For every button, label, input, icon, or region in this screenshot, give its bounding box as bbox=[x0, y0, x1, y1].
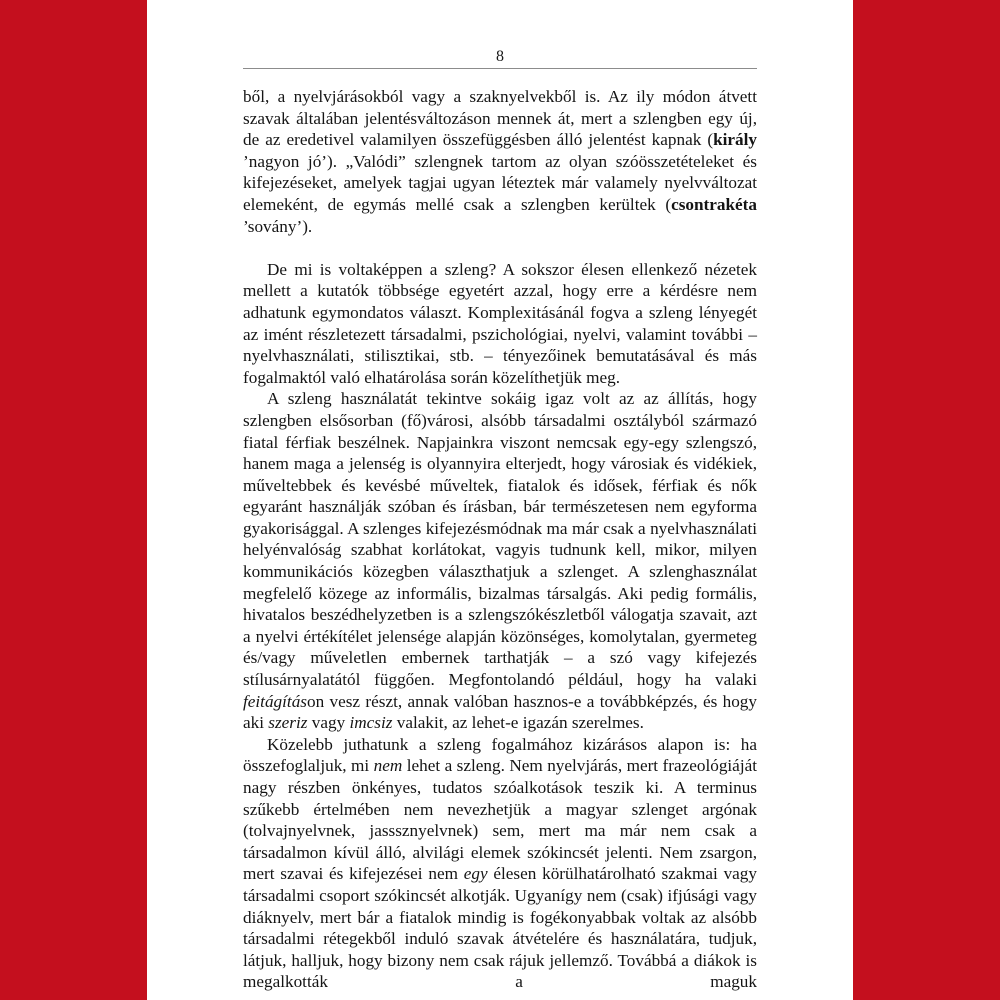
paragraph bbox=[243, 259, 757, 389]
italic-term: egy bbox=[463, 864, 488, 884]
paragraph bbox=[243, 86, 757, 237]
text-run: élesen körülhatárolható szakmai vagy társadalmi csoport szókincsét alkotják. Ugyanígy nem (csak) ifjúsági vagy diáknyelv, mert bár a fiatalok mindig is fogékonyabbak voltak az alsóbb társadalmi rétegekből induló szavak átvételére és használatára, tudjuk, látjuk, halljuk, hogy bizony nem csak rájuk jellemző. Továbbá a diákok is megalkották a maguk bbox=[243, 864, 757, 992]
text-run: vagy bbox=[307, 713, 350, 733]
header-rule bbox=[243, 68, 757, 69]
paragraph bbox=[243, 734, 757, 993]
text-run: on vesz részt, annak valóban hasznos-e a továbbképzés, és hogy aki bbox=[243, 691, 757, 733]
page-number: 8 bbox=[496, 48, 504, 65]
text-run: lehet a szleng. Nem nyelvjárás, mert frazeológiáját nagy részben önkényes, tudatos szóalkotások teszik ki. A terminus szűkebb értelmében nem nevezhetjük a magyar szlenget argónak (tolvajnyelvnek, jasssznyelvnek) sem, mert ma már nem csak a társadalmon kívül álló, alvilági elemek szókincsét jelenti. Nem zsargon, mert szavai és kifejezései nem bbox=[243, 756, 757, 884]
text-run: ből, a nyelvjárásokból vagy a szaknyelvekből is. Az ily módon átvett szavak általában jelentésváltozáson mennek át, mert a szlengben egy új, de az eredetivel valamilyen összefüggésben álló jelentést kapnak ( bbox=[243, 87, 757, 150]
text-run: ’nagyon jó’). „Valódi” szlengnek tartom az olyan szóösszetételeket és kifejezéseket, amelyek tagjai ugyan léteztek már valamely nyelvváltozat elemeként, de egymás mellé csak a szlengben kerültek ( bbox=[243, 151, 757, 214]
text-run: A szleng használatát tekintve sokáig igaz volt az az állítás, hogy szlengben elsősorban (fő)városi, alsóbb társadalmi osztályból származó fiatal férfiak beszélnek. Napjainkra viszont nemcsak egy-egy szlengszó, hanem maga a jelenség is olyannyira elterjedt, hogy városiak és vidékiek, műveltebbek és kevésbé műveltek, fiatalok és idősek, férfiak és nők egyaránt használják szóban és írásban, bár természetesen nem egyforma gyakorisággal. A szlenges kifejezésmódnak ma már csak a nyelvhasználati helyénvalóság szabhat korlátokat, vagyis tudnunk kell, mikor, milyen kommunikációs közegben választhatjuk a szlenget. A szlenghasználat megfelelő közege az informális, bizalmas társalgás. Aki pedig formális, hivatalos beszédhelyzetben is a szlengszókészletből válogatja szavait, azt a nyelvi értékítélet jelensége alapján közönséges, komolytalan, gyermeteg és/vagy műveletlen embernek tarthatják – a szó vagy kifejezés stílusárnyalatától függően. Megfontolandó például, hogy ha valaki bbox=[243, 389, 757, 690]
text-run: Közelebb juthatunk a szleng fogalmához kizárásos alapon is: ha összefoglaljuk, mi bbox=[243, 734, 757, 776]
text-run: ’sovány’). bbox=[243, 216, 313, 236]
italic-term: imcsiz bbox=[349, 713, 393, 733]
italic-term: feitágítás bbox=[243, 691, 307, 711]
bold-term: csontrakéta bbox=[671, 194, 757, 214]
book-page bbox=[147, 0, 853, 1000]
italic-term: szeriz bbox=[268, 713, 308, 733]
text-run: valakit, az lehet-e igazán szerelmes. bbox=[392, 713, 644, 733]
paragraph bbox=[243, 388, 757, 734]
body-text bbox=[243, 86, 757, 993]
text-run: De mi is voltaképpen a szleng? A sokszor élesen ellenkező nézetek mellett a kutatók többsége egyetért azzal, hogy erre a kérdésre nem adhatunk egymondatos választ. Komplexitásánál fogva a szleng lényegét az imént részletezett társadalmi, pszichológiai, nyelvi, valamint további – nyelvhasználati, stilisztikai, stb. – tényezőinek bemutatásával és más fogalmaktól való elhatárolása során közelíthetjük meg. bbox=[243, 259, 757, 387]
italic-term: nem bbox=[373, 756, 403, 776]
bold-term: király bbox=[713, 130, 757, 150]
